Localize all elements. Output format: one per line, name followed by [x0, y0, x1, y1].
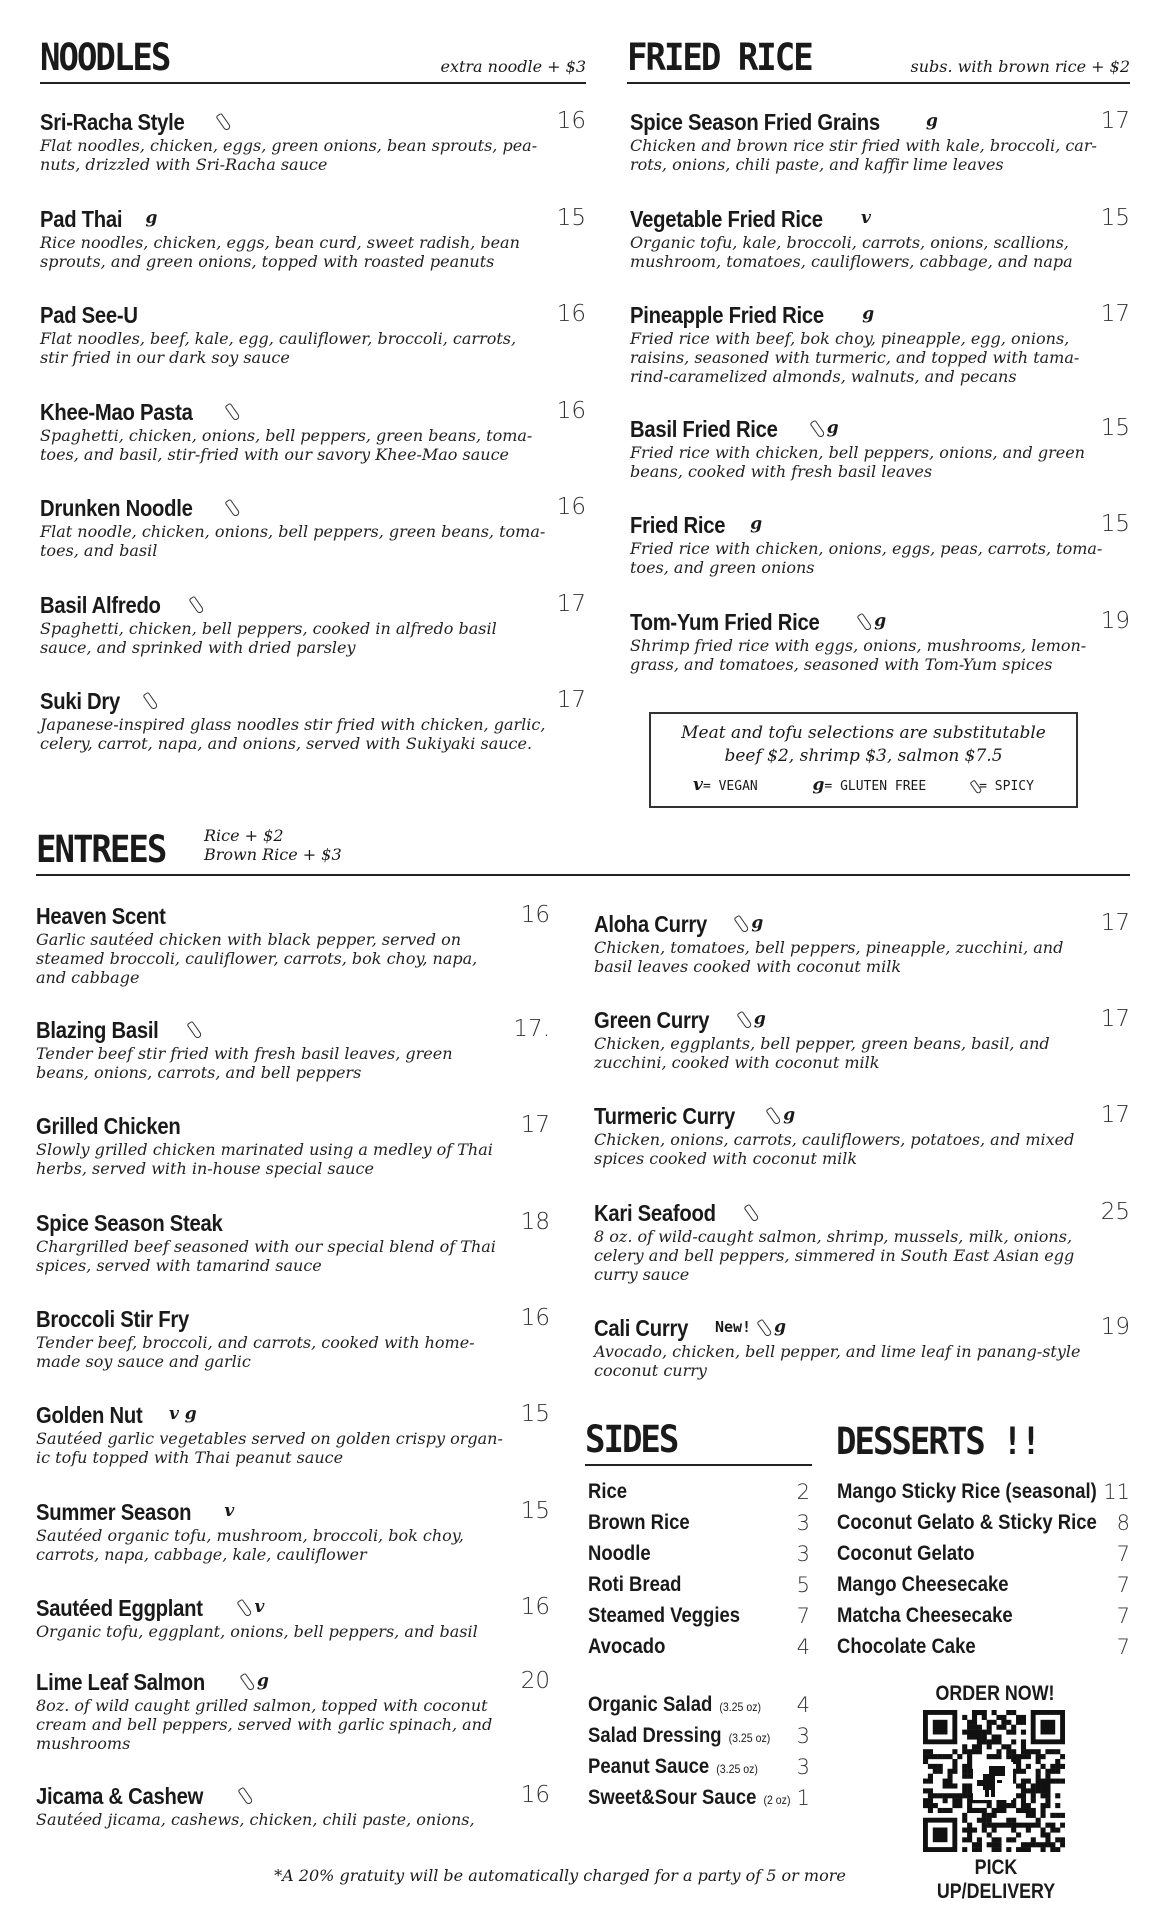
spicy-pepper-icon	[237, 1598, 253, 1617]
noodles-title: NOODLES	[40, 36, 170, 80]
menu-item	[40, 108, 586, 174]
item-name: Turmeric Curry	[594, 1103, 736, 1129]
item-tags	[744, 511, 762, 537]
list-item-name	[588, 1783, 790, 1815]
list-item	[588, 1752, 810, 1783]
item-price: 17	[556, 687, 586, 713]
menu-item	[36, 902, 550, 987]
item-description: Avocado, chicken, bell pepper, and lime leaf in panang-style coconut curry	[594, 1342, 1081, 1380]
item-price: 16	[520, 1782, 550, 1808]
sides-header	[585, 1420, 812, 1466]
list-item-label: Mango Sticky Rice (seasonal)	[837, 1480, 1097, 1503]
list-item-name	[588, 1570, 681, 1600]
item-tags	[163, 1401, 197, 1427]
spicy-pepper-icon	[216, 112, 232, 131]
list-item-price: 3	[796, 1542, 810, 1566]
menu-item	[36, 1016, 550, 1082]
list-item	[588, 1721, 810, 1752]
substitution-box	[649, 712, 1078, 808]
list-item-price: 3	[796, 1511, 810, 1535]
item-description: Chicken, onions, carrots, cauliflowers, potatoes, and mixed spices cooked with coconut milk	[594, 1130, 1075, 1168]
diet-tag: g	[751, 913, 764, 933]
item-price: 16	[520, 902, 550, 928]
item-description: Sautéed organic tofu, mushroom, broccoli, bok choy, carrots, napa, cabbage, kale, cauliflower	[36, 1526, 464, 1564]
qr-code[interactable]	[923, 1710, 1065, 1852]
list-item-price: 3	[796, 1724, 810, 1748]
item-tags	[157, 301, 163, 327]
item-description: Chicken, eggplants, bell pepper, green beans, basil, and zucchini, cooked with coconut milk	[594, 1034, 1050, 1072]
diet-tag: g	[862, 304, 875, 324]
entrees-title: ENTREES	[36, 828, 166, 872]
list-item	[588, 1632, 810, 1663]
menu-item	[36, 1401, 550, 1467]
item-tags	[219, 494, 242, 520]
list-item	[837, 1601, 1130, 1632]
entrees-note-rice: Rice + $2	[204, 826, 284, 845]
item-description: Organic tofu, eggplant, onions, bell peppers, and basil	[36, 1622, 478, 1641]
item-name: Lime Leaf Salmon	[36, 1669, 205, 1695]
list-item-name	[588, 1752, 758, 1784]
menu-item	[594, 1006, 1130, 1072]
item-description: Shrimp fried rice with eggs, onions, mushrooms, lemon- grass, and tomatoes, seasoned with Tom-Yum spices	[630, 636, 1087, 674]
list-item-name	[588, 1477, 627, 1507]
list-item	[837, 1477, 1130, 1508]
spicy-pepper-icon	[237, 1786, 253, 1805]
diet-tag: g	[753, 1009, 766, 1029]
qr-code-graphic	[923, 1710, 1065, 1852]
spicy-pepper-icon	[734, 914, 750, 933]
item-tags	[189, 902, 195, 928]
list-item-price: 7	[1116, 1573, 1130, 1597]
item-price: 17	[556, 591, 586, 617]
item-tags	[137, 687, 160, 713]
item-name: Jicama & Cashew	[36, 1783, 204, 1809]
item-description: Sautéed jicama, cashews, chicken, chili paste, onions,	[36, 1810, 475, 1829]
diet-tag: g	[874, 611, 887, 631]
item-description: Flat noodles, beef, kale, egg, cauliflower, broccoli, carrots, stir fried in our dark soy sauce	[40, 329, 517, 367]
item-tags	[731, 1006, 766, 1032]
menu-item	[40, 687, 586, 753]
noodles-header	[40, 38, 586, 84]
item-name: Pad See-U	[40, 302, 138, 328]
item-name: Golden Nut	[36, 1402, 143, 1428]
menu-item	[36, 1209, 550, 1275]
item-name: Khee-Mao Pasta	[40, 399, 193, 425]
list-item-name	[588, 1690, 761, 1722]
list-item-price: 4	[796, 1635, 810, 1659]
menu-item	[594, 1102, 1130, 1168]
diet-tag: g	[826, 418, 839, 438]
menu-item	[36, 1112, 550, 1178]
list-item-price: 3	[796, 1755, 810, 1779]
item-description: Japanese-inspired glass noodles stir fried with chicken, garlic, celery, carrot, napa, and onions, served with Sukiyaki sauce.	[40, 715, 546, 753]
list-item-label: Chocolate Cake	[837, 1635, 976, 1658]
list-item	[837, 1508, 1130, 1539]
list-item-label: Matcha Cheesecake	[837, 1604, 1013, 1627]
diet-tag: g	[145, 208, 158, 228]
spicy-pepper-icon	[225, 402, 241, 421]
item-price: 17	[1100, 301, 1130, 327]
spicy-pepper-icon	[857, 612, 873, 631]
diet-tag: v	[254, 1597, 265, 1617]
item-tags	[254, 1209, 260, 1235]
list-item-name	[588, 1539, 651, 1569]
item-description: Fried rice with chicken, onions, eggs, peas, carrots, toma- toes, and green onions	[630, 539, 1103, 577]
fried-rice-note: subs. with brown rice + $2	[910, 57, 1130, 76]
item-price: 15	[556, 205, 586, 231]
item-description: Tender beef stir fried with fresh basil leaves, green beans, onions, carrots, and bell peppers	[36, 1044, 453, 1082]
item-description: Rice noodles, chicken, eggs, bean curd, sweet radish, bean sprouts, and green onions, topped with roasted peanuts	[40, 233, 520, 271]
gratuity-footnote: *A 20% gratuity will be automatically charged for a party of 5 or more	[274, 1866, 846, 1885]
item-name: Tom-Yum Fried Rice	[630, 609, 820, 635]
list-item-label: Sweet&Sour Sauce	[588, 1786, 757, 1809]
item-price: 19	[1100, 608, 1130, 634]
item-price: 17	[520, 1112, 550, 1138]
item-description: Flat noodle, chicken, onions, bell peppers, green beans, toma- toes, and basil	[40, 522, 546, 560]
list-item-price: 7	[1116, 1635, 1130, 1659]
legend	[651, 774, 1076, 798]
list-item-label: Salad Dressing	[588, 1724, 722, 1747]
item-tags	[206, 1112, 212, 1138]
item-price: 16	[520, 1305, 550, 1331]
menu-item	[594, 1314, 1130, 1380]
item-price: 16	[556, 398, 586, 424]
item-name: Grilled Chicken	[36, 1113, 181, 1139]
list-item	[837, 1570, 1130, 1601]
list-item	[588, 1570, 810, 1601]
spicy-pepper-icon	[225, 498, 241, 517]
list-item-name	[588, 1721, 770, 1753]
menu-item	[40, 591, 586, 657]
list-item	[837, 1539, 1130, 1570]
diet-tag: v	[860, 208, 871, 228]
list-item-label: Mango Cheesecake	[837, 1573, 1009, 1596]
item-description: Slowly grilled chicken marinated using a medley of Thai herbs, served with in-house special sauce	[36, 1140, 493, 1178]
item-tags	[738, 1199, 761, 1225]
item-tags	[851, 608, 886, 634]
desserts-header	[836, 1420, 1130, 1466]
spicy-pepper-icon	[142, 691, 158, 710]
menu-item	[40, 398, 586, 464]
menu-item	[630, 108, 1130, 174]
item-name: Spice Season Steak	[36, 1210, 223, 1236]
entrees-note-brown-rice: Brown Rice + $3	[204, 845, 342, 864]
item-price: 16	[556, 494, 586, 520]
list-item-label: Avocado	[588, 1635, 666, 1658]
substitution-line-2: beef $2, shrimp $3, salmon $7.5	[724, 746, 1003, 766]
item-price: 17.	[513, 1016, 550, 1042]
item-price: 15	[520, 1401, 550, 1427]
menu-item	[630, 511, 1130, 577]
list-item-name	[588, 1508, 690, 1538]
item-tags	[707, 1314, 786, 1340]
item-price: 16	[556, 301, 586, 327]
list-item-label: Rice	[588, 1480, 628, 1503]
entrees-header	[36, 826, 1130, 876]
item-name: Aloha Curry	[594, 911, 707, 937]
spicy-pepper-icon	[736, 1010, 752, 1029]
list-item-name	[588, 1601, 740, 1631]
list-item-name	[588, 1632, 665, 1662]
item-tags	[728, 910, 763, 936]
item-price: 16	[556, 108, 586, 134]
list-item-name	[837, 1570, 1009, 1600]
menu-item	[36, 1498, 550, 1564]
list-item-price: 7	[1116, 1604, 1130, 1628]
item-price: 15	[1100, 205, 1130, 231]
legend-spicy-label: = SPICY	[979, 779, 1034, 794]
list-item-price: 2	[796, 1480, 810, 1504]
item-name: Fried Rice	[630, 512, 726, 538]
item-description: Flat noodles, chicken, eggs, green onions, bean sprouts, pea- nuts, drizzled with Sri-Racha sauce	[40, 136, 538, 174]
menu-item	[36, 1782, 550, 1829]
item-description: Chicken, tomatoes, bell peppers, pineapple, zucchini, and basil leaves cooked with coconut milk	[594, 938, 1064, 976]
item-price: 19	[1100, 1314, 1130, 1340]
item-price: 17	[1100, 1102, 1130, 1128]
list-item-size: (3.25 oz)	[716, 1762, 758, 1776]
item-tags	[760, 1102, 795, 1128]
item-description: Chicken and brown rice stir fried with kale, broccoli, car- rots, onions, chili paste, and kaffir lime leaves	[630, 136, 1097, 174]
item-name: Sri-Racha Style	[40, 109, 185, 135]
item-name: Cali Curry	[594, 1315, 689, 1341]
item-tags	[231, 1594, 264, 1620]
item-name: Heaven Scent	[36, 903, 166, 929]
list-item-label: Organic Salad	[588, 1693, 713, 1716]
item-description: Garlic sautéed chicken with black pepper, served on steamed broccoli, cauliflower, carrots, bok choy, napa, and cabbage	[36, 930, 478, 987]
item-price: 17	[1100, 910, 1130, 936]
item-description: Spaghetti, chicken, bell peppers, cooked in alfredo basil sauce, and sprinked with dried parsley	[40, 619, 497, 657]
new-badge: New!	[714, 1318, 752, 1336]
item-tags	[216, 1305, 222, 1331]
item-tags	[139, 205, 157, 231]
item-name: Suki Dry	[40, 688, 121, 714]
menu-item	[630, 608, 1130, 674]
item-tags	[855, 205, 871, 231]
list-item-price: 8	[1116, 1511, 1130, 1535]
legend-gf-label: = GLUTEN FREE	[824, 779, 927, 794]
item-price: 25	[1100, 1199, 1130, 1225]
item-name: Kari Seafood	[594, 1200, 716, 1226]
list-item-price: 1	[796, 1786, 810, 1810]
sides-title: SIDES	[585, 1418, 678, 1462]
menu-item	[40, 301, 586, 367]
item-tags	[183, 591, 206, 617]
list-item	[588, 1539, 810, 1570]
item-tags	[181, 1016, 204, 1042]
menu-item	[36, 1668, 550, 1753]
menu-item	[40, 205, 586, 271]
entrees-note	[204, 826, 342, 864]
list-item-size: (3.25 oz)	[728, 1731, 771, 1745]
item-description: Fried rice with beef, bok choy, pineapple, egg, onions, raisins, seasoned with turmeric, and topped with tama- rind-caramelized almonds, walnuts, and pecans	[630, 329, 1080, 386]
item-description: Fried rice with chicken, bell peppers, onions, and green beans, cooked with fresh basil leaves	[630, 443, 1085, 481]
list-item	[837, 1632, 1130, 1663]
legend-gf-key: g	[812, 775, 825, 795]
item-name: Pineapple Fried Rice	[630, 302, 824, 328]
list-item-price: 11	[1103, 1480, 1130, 1504]
item-name: Broccoli Stir Fry	[36, 1306, 189, 1332]
item-price: 15	[1100, 511, 1130, 537]
menu-item	[630, 301, 1130, 386]
item-name: Basil Fried Rice	[630, 416, 778, 442]
pickup-delivery-label: PICK UP/DELIVERY	[936, 1856, 1056, 1903]
desserts-title: DESSERTS !!	[836, 1420, 1040, 1464]
item-name: Sautéed Eggplant	[36, 1595, 203, 1621]
list-item-label: Roti Bread	[588, 1573, 682, 1596]
list-item-price: 5	[796, 1573, 810, 1597]
list-item	[588, 1783, 810, 1814]
item-price: 16	[520, 1594, 550, 1620]
item-tags	[920, 108, 938, 134]
item-tags	[218, 1498, 234, 1524]
list-item-price: 7	[1116, 1542, 1130, 1566]
diet-tag: g	[750, 514, 763, 534]
legend-vegan-key: v	[693, 775, 703, 795]
item-price: 15	[1100, 415, 1130, 441]
item-description: Sautéed garlic vegetables served on golden crispy organ- ic tofu topped with Thai peanut sauce	[36, 1429, 503, 1467]
spicy-pepper-icon	[240, 1672, 256, 1691]
diet-tag: v	[224, 1501, 235, 1521]
item-price: 17	[1100, 108, 1130, 134]
diet-tag: g	[774, 1317, 786, 1337]
list-item	[588, 1601, 810, 1632]
item-description: Tender beef, broccoli, and carrots, cooked with home- made soy sauce and garlic	[36, 1333, 475, 1371]
diet-tag: g	[925, 111, 938, 131]
item-name: Green Curry	[594, 1007, 710, 1033]
item-tags	[219, 398, 242, 424]
item-price: 15	[520, 1498, 550, 1524]
list-item-size: (2 oz)	[763, 1793, 791, 1807]
list-item-price: 7	[796, 1604, 810, 1628]
list-item-label: Steamed Veggies	[588, 1604, 741, 1627]
item-price: 20	[520, 1668, 550, 1694]
list-item-price: 4	[796, 1693, 810, 1717]
item-name: Pad Thai	[40, 206, 123, 232]
spicy-pepper-icon	[189, 595, 205, 614]
menu-item	[40, 494, 586, 560]
diet-tag: v g	[168, 1404, 197, 1424]
list-item	[588, 1690, 810, 1721]
menu-item	[594, 910, 1130, 976]
list-item-label: Peanut Sauce	[588, 1755, 710, 1778]
list-item-label: Coconut Gelato & Sticky Rice	[837, 1511, 1097, 1534]
item-description: 8oz. of wild caught grilled salmon, topped with coconut cream and bell peppers, served with garlic spinach, and mushrooms	[36, 1696, 493, 1753]
spicy-pepper-icon	[757, 1318, 773, 1337]
item-description: 8 oz. of wild-caught salmon, shrimp, mussels, milk, onions, celery and bell peppers, simmered in South East Asian egg curry sauce	[594, 1227, 1075, 1284]
item-tags	[234, 1668, 269, 1694]
menu-item	[36, 1305, 550, 1371]
spicy-pepper-icon	[744, 1203, 760, 1222]
substitution-line-1: Meat and tofu selections are substitutable	[681, 723, 1046, 743]
spicy-pepper-icon	[187, 1020, 203, 1039]
item-price: 17	[1100, 1006, 1130, 1032]
item-name: Blazing Basil	[36, 1017, 159, 1043]
menu-item	[36, 1594, 550, 1641]
spicy-pepper-icon	[809, 419, 825, 438]
list-item	[588, 1477, 810, 1508]
list-item-name	[837, 1508, 1097, 1538]
item-name: Spice Season Fried Grains	[630, 109, 880, 135]
item-description: Chargrilled beef seasoned with our special blend of Thai spices, served with tamarind sauce	[36, 1237, 496, 1275]
item-name: Drunken Noodle	[40, 495, 193, 521]
list-item-name	[837, 1477, 1097, 1507]
fried-rice-title: FRIED RICE	[627, 36, 812, 80]
list-item-label: Brown Rice	[588, 1511, 690, 1534]
list-item-label: Noodle	[588, 1542, 651, 1565]
legend-vegan-label: = VEGAN	[702, 779, 758, 794]
item-description: Spaghetti, chicken, onions, bell peppers, green beans, toma- toes, and basil, stir-fried with our savory Khee-Mao sauce	[40, 426, 533, 464]
item-description: Organic tofu, kale, broccoli, carrots, onions, scallions, mushroom, tomatoes, cauliflowers, cabbage, and napa	[630, 233, 1073, 271]
list-item-label: Coconut Gelato	[837, 1542, 975, 1565]
list-item	[588, 1508, 810, 1539]
spicy-pepper-icon	[766, 1106, 782, 1125]
item-tags	[804, 415, 839, 441]
order-now-label: ORDER NOW!	[935, 1682, 1055, 1705]
item-tags	[210, 108, 233, 134]
item-name: Summer Season	[36, 1499, 192, 1525]
diet-tag: g	[783, 1105, 796, 1125]
menu-item	[594, 1199, 1130, 1284]
item-name: Basil Alfredo	[40, 592, 161, 618]
list-item-size: (3.25 oz)	[719, 1700, 761, 1714]
noodles-note: extra noodle + $3	[440, 57, 586, 76]
item-tags	[232, 1782, 255, 1808]
list-item-name	[837, 1601, 1013, 1631]
menu-item	[630, 205, 1130, 271]
item-name: Vegetable Fried Rice	[630, 206, 823, 232]
fried-rice-header	[627, 38, 1130, 84]
item-tags	[856, 301, 874, 327]
menu-item	[630, 415, 1130, 481]
diet-tag: g	[257, 1671, 269, 1691]
list-item-name	[837, 1632, 976, 1662]
item-price: 18	[520, 1209, 550, 1235]
list-item-name	[837, 1539, 975, 1569]
